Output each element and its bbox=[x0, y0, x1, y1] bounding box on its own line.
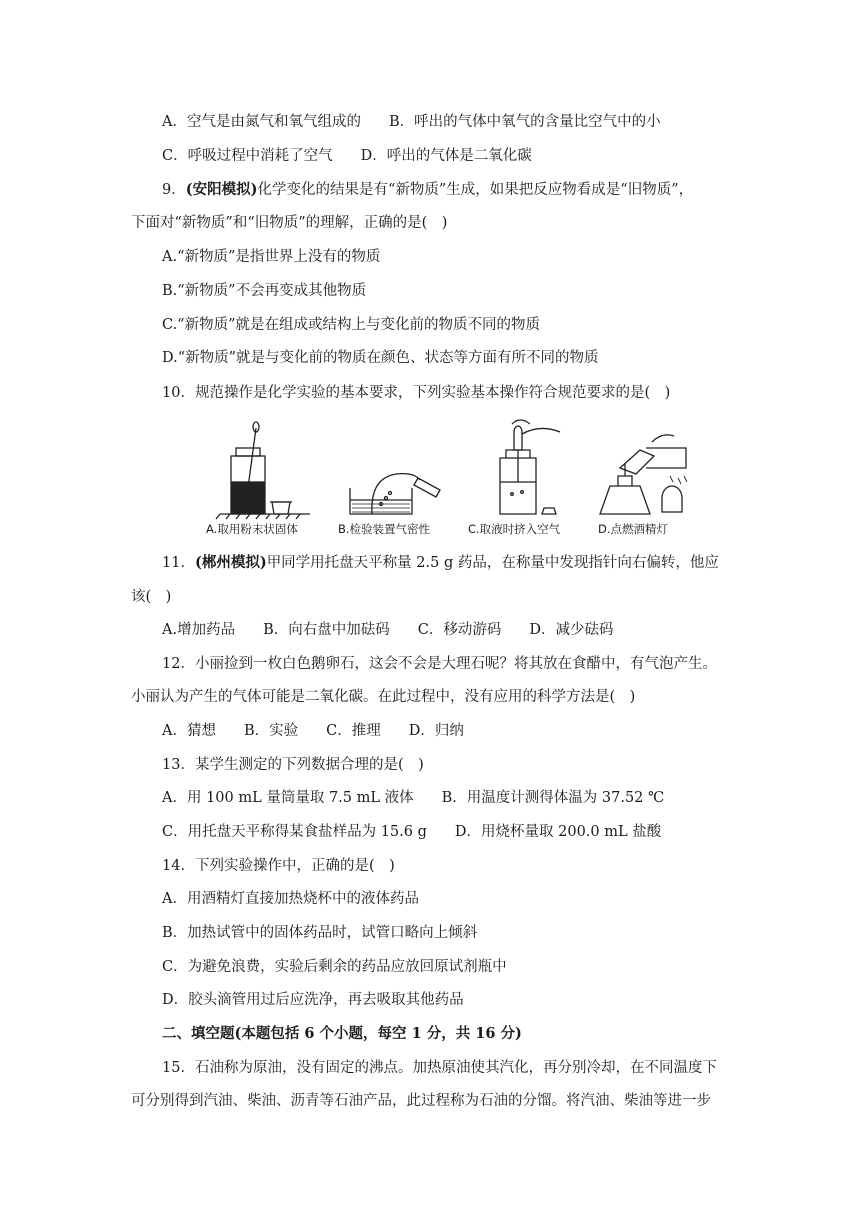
q11-options bbox=[162, 620, 614, 640]
q11-option-d: D．减少砝码 bbox=[529, 622, 614, 638]
q10-caption-a: A.取用粉末状固体 bbox=[206, 522, 298, 536]
q13-options-row2 bbox=[162, 822, 661, 842]
q8-options-row2 bbox=[162, 146, 532, 166]
q10-caption-d: D.点燃酒精灯 bbox=[598, 522, 669, 536]
q14-option-d: D．胶头滴管用过后应洗净，再去吸取其他药品 bbox=[162, 992, 464, 1008]
q8-option-b: B．呼出的气体中氧气的含量比空气中的小 bbox=[388, 114, 661, 130]
q15-stem-line2: 可分别得到汽油、柴油、沥青等石油产品，此过程称为石油的分馏。将汽油、柴油等进一步 bbox=[131, 1093, 711, 1109]
q13-option-a: A．用 100 mL 量筒量取 7.5 mL 液体 bbox=[162, 790, 414, 806]
q8-option-a: A．空气是由氮气和氧气组成的 bbox=[162, 114, 361, 130]
q9-option-b: B.“新物质”不会再变成其他物质 bbox=[162, 283, 367, 299]
q8-options-row1 bbox=[162, 112, 661, 132]
q14-option-a: A．用酒精灯直接加热烧杯中的液体药品 bbox=[162, 891, 419, 907]
q13-option-c: C．用托盘天平称得某食盐样品为 15.6 g bbox=[162, 824, 427, 840]
q10-figure bbox=[200, 418, 700, 520]
q12-options bbox=[162, 721, 464, 741]
q14-option-b: B．加热试管中的固体药品时，试管口略向上倾斜 bbox=[162, 925, 478, 941]
q13-option-d: D．用烧杯量取 200.0 mL 盐酸 bbox=[454, 824, 662, 840]
q10-caption-c: C.取液时挤入空气 bbox=[468, 522, 561, 536]
section-heading: 二、填空题(本题包括 6 个小题，每空 1 分，共 16 分) bbox=[162, 1025, 522, 1042]
q10-caption-b: B.检验装置气密性 bbox=[338, 522, 431, 536]
q13-options-row1 bbox=[162, 788, 664, 808]
q12-option-d: D．归纳 bbox=[408, 723, 464, 739]
figure-b-airtightness-icon bbox=[350, 474, 440, 514]
q11-stem-line2: 该( ) bbox=[131, 589, 172, 605]
q10-stem: 10．规范操作是化学实验的基本要求，下列实验基本操作符合规范要求的是( ) bbox=[162, 385, 671, 401]
figure-c-dropper-icon bbox=[500, 420, 560, 514]
q9-option-a: A.“新物质”是指世界上没有的物质 bbox=[162, 249, 381, 265]
q11-source: (郴州模拟) bbox=[194, 554, 267, 571]
q11-number: 11． bbox=[162, 555, 195, 571]
figure-a-jar-icon bbox=[216, 422, 310, 519]
q13-stem: 13．某学生测定的下列数据合理的是( ) bbox=[162, 757, 424, 773]
q11-stem-text: 甲同学用托盘天平称量 2.5 g 药品，在称量中发现指针向右偏转，他应 bbox=[266, 555, 719, 571]
q13-option-b: B．用温度计测得体温为 37.52 ℃ bbox=[441, 790, 665, 806]
q9-option-c: C.“新物质”就是在组成或结构上与变化前的物质不同的物质 bbox=[162, 317, 541, 333]
q11-option-b: B．向右盘中加砝码 bbox=[263, 622, 390, 638]
q12-option-a: A．猜想 bbox=[162, 723, 216, 739]
q15-stem-line1: 15．石油称为原油，没有固定的沸点。加热原油使其汽化，再分别冷却，在不同温度下 bbox=[162, 1060, 717, 1076]
figure-d-alcohol-lamp-icon bbox=[600, 435, 687, 514]
q9-stem-line1 bbox=[162, 180, 693, 200]
q12-stem-line1: 12．小丽捡到一枚白色鹅卵石，这会不会是大理石呢？将其放在食醋中，有气泡产生。 bbox=[162, 656, 717, 672]
q8-option-c: C．呼吸过程中消耗了空气 bbox=[162, 148, 333, 164]
q12-option-b: B．实验 bbox=[243, 723, 299, 739]
q9-source: (安阳模拟) bbox=[185, 181, 258, 198]
q11-option-a: A.增加药品 bbox=[162, 622, 236, 638]
q14-option-c: C．为避免浪费，实验后剩余的药品应放回原试剂瓶中 bbox=[162, 959, 507, 975]
q11-option-c: C．移动游码 bbox=[417, 622, 502, 638]
q9-stem-text: 化学变化的结果是有“新物质”生成，如果把反应物看成是“旧物质”， bbox=[257, 182, 694, 198]
q14-stem: 14．下列实验操作中，正确的是( ) bbox=[162, 858, 395, 874]
q12-stem-line2: 小丽认为产生的气体可能是二氧化碳。在此过程中，没有应用的科学方法是( ) bbox=[131, 689, 636, 705]
q11-stem-line1 bbox=[162, 553, 719, 573]
q9-number: 9． bbox=[162, 182, 186, 198]
q9-stem-line2: 下面对“新物质”和“旧物质”的理解，正确的是( ) bbox=[131, 215, 448, 231]
q8-option-d: D．呼出的气体是二氧化碳 bbox=[360, 148, 532, 164]
q12-option-c: C．推理 bbox=[326, 723, 381, 739]
q9-option-d: D.“新物质”就是与变化前的物质在颜色、状态等方面有所不同的物质 bbox=[162, 350, 599, 366]
